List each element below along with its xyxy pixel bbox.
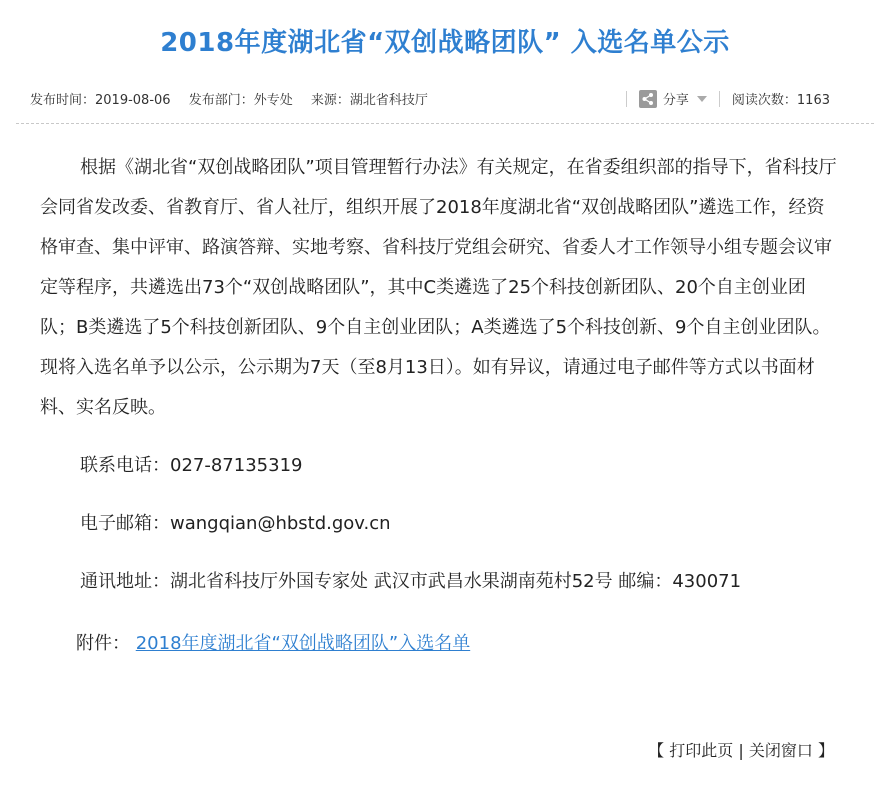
meta-info <box>30 89 442 108</box>
article-body <box>40 148 840 664</box>
contact-phone: 联系电话：027-87135319 <box>80 455 303 476</box>
page-title: 2018年度湖北省“双创战略团队” 入选名单公示 <box>160 28 730 58</box>
read-count: 阅读次数：1163 <box>731 93 830 108</box>
footer-separator: | <box>738 741 744 760</box>
publish-department: 发布部门：外专处 <box>188 93 293 108</box>
footer-actions <box>648 738 834 761</box>
close-window-link[interactable]: 关闭窗口 <box>748 741 813 760</box>
bracket-close: 】 <box>817 741 834 760</box>
divider <box>626 91 627 107</box>
contact-address: 通讯地址：湖北省科技厅外国专家处 武汉市武昌水果湖南苑村52号 邮编：430071 <box>80 571 742 592</box>
bracket-open: 【 <box>648 741 665 760</box>
attachment-link[interactable]: 2018年度湖北省“双创战略团队”入选名单 <box>135 633 471 654</box>
article-meta <box>30 89 830 109</box>
contact-email: 电子邮箱：wangqian@hbstd.gov.cn <box>80 513 391 534</box>
print-page-link[interactable]: 打印此页 <box>669 741 734 760</box>
caret-down-icon <box>697 96 707 102</box>
share-button[interactable] <box>639 89 707 108</box>
publish-time: 发布时间：2019-08-06 <box>30 93 171 108</box>
source: 来源：湖北省科技厅 <box>310 93 428 108</box>
share-label: 分享 <box>662 93 689 108</box>
body-paragraph: 根据《湖北省“双创战略团队”项目管理暂行办法》有关规定，在省委组织部的指导下，省科技厅会同省发改委、省教育厅、省人社厅，组织开展了2018年度湖北省“双创战略团队”遴选工作，经资格审查、集中评审、路演答辩、实地考察、省科技厅党组会研究、省委人才工作领导小组专题会议审定等程序，共遴选出73个“双创战略团队”，其中C类遴选了25个科技创新团队、20个自主创业团队；B类遴选了5个科技创新团队、9个自主创业团队；A类遴选了5个科技创新、9个自主创业团队。现将入选名单予以公示，公示期为7天（至8月13日）。如有异议，请通过电子邮件等方式以书面材料、实名反映。 <box>40 157 837 418</box>
meta-actions <box>614 89 830 108</box>
attachment-row <box>40 624 840 664</box>
share-icon <box>639 90 657 108</box>
divider <box>719 91 720 107</box>
dashed-divider <box>16 123 874 124</box>
attachment-label: 附件： <box>76 633 130 654</box>
